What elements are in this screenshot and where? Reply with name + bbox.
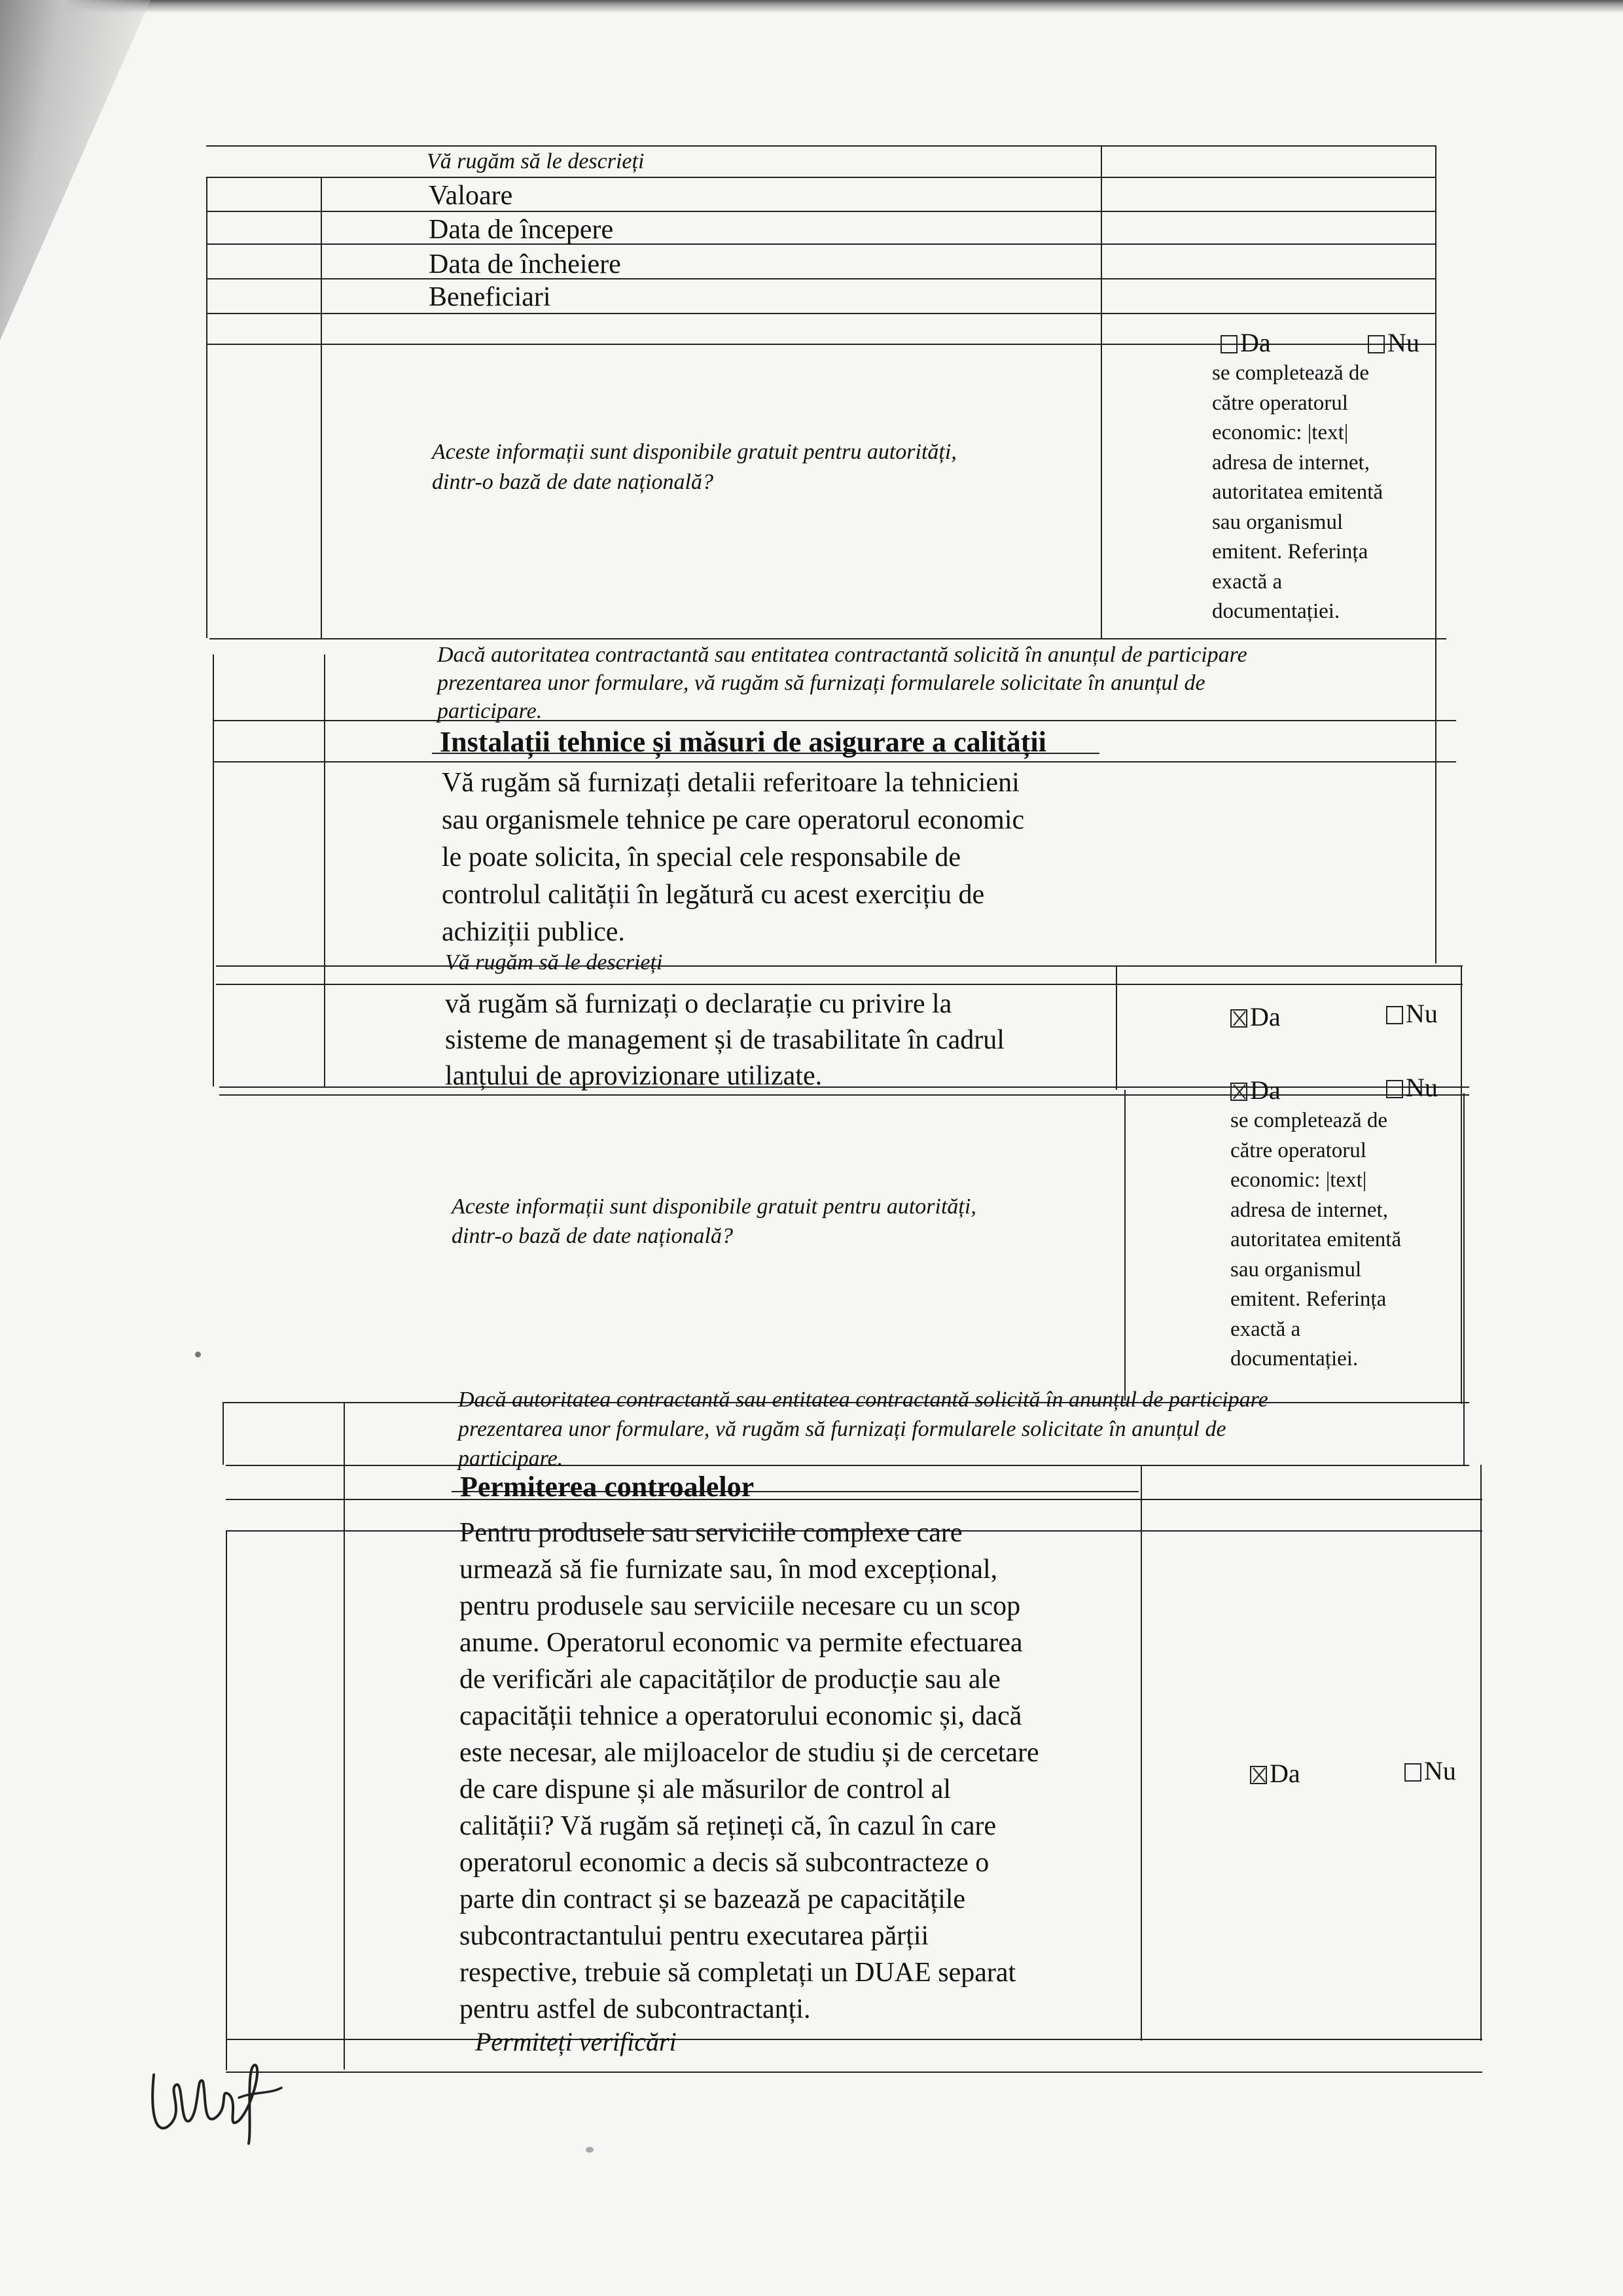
instalatii-line-5: achiziții publice. (442, 917, 625, 947)
q1-note: se completează de către operatorul economic: |text| adresa de internet, autoritatea emitentă sau organismul emitent. Referința exactă a documentației. (1212, 361, 1383, 623)
q2-da-option[interactable]: Da (1230, 1075, 1281, 1105)
permiteti-verificari-label: Permiteți verificări (475, 2027, 677, 2056)
q1-da-option[interactable]: Da (1221, 327, 1271, 358)
controale-line-6: capacității tehnice a operatorului economic și, dacă (459, 1701, 1022, 1731)
instalatii-line-4: controlul calității în legătură cu acest exercițiu de (442, 880, 985, 910)
valoare-label: Valoare (429, 181, 513, 211)
controale-da-checkbox[interactable] (1250, 1766, 1267, 1784)
declaratie-nu-option[interactable]: Nu (1386, 998, 1438, 1029)
instalatii-line-2: sau organismele tehnice pe care operatorul economic (442, 805, 1025, 835)
controale-da-option[interactable]: Da (1250, 1758, 1300, 1789)
controale-line-12: subcontractantului pentru executarea părții (459, 1921, 929, 1951)
describe-label-2: Vă rugăm să le descrieți (445, 950, 663, 975)
scan-speck (195, 1352, 201, 1357)
controale-line-3: pentru produsele sau serviciile necesare cu un scop (459, 1591, 1021, 1621)
declaratie-line-1: vă rugăm să furnizați o declarație cu privire la (445, 989, 952, 1019)
scan-speck (586, 2147, 594, 2153)
controale-nu-checkbox[interactable] (1404, 1763, 1421, 1782)
declaratie-da-option[interactable]: Da (1230, 1001, 1281, 1032)
controale-line-2: urmează să fie furnizate sau, în mod excepțional, (459, 1554, 998, 1585)
controale-line-4: anume. Operatorul economic va permite efectuarea (459, 1628, 1023, 1658)
formulare-1-line-2: prezentarea unor formulare, vă rugăm să furnizați formularele solicitate în anunțul de (437, 671, 1205, 695)
q1-da-checkbox[interactable] (1221, 335, 1238, 353)
controale-line-14: pentru astfel de subcontractanți. (459, 1994, 811, 2024)
formulare-2-line-3: participare. (458, 1446, 563, 1471)
q1-nu-option[interactable]: Nu (1368, 327, 1419, 358)
formulare-2-line-1: Dacă autoritatea contractantă sau entitatea contractantă solicită în anunțul de participare (458, 1388, 1268, 1412)
q2-nu-option[interactable]: Nu (1386, 1072, 1438, 1103)
controale-line-7: este necesar, ale mijloacelor de studiu și de cercetare (459, 1738, 1039, 1768)
data-incepere-label: Data de începere (429, 215, 614, 245)
controale-line-9: calității? Vă rugăm să rețineți că, în cazul în care (459, 1811, 997, 1841)
data-incheiere-label: Data de încheiere (429, 249, 621, 279)
controale-line-11: parte din contract și se bazează pe capacitățile (459, 1884, 966, 1914)
q2-da-checkbox[interactable] (1230, 1083, 1247, 1101)
q2-note: se completează de către operatorul economic: |text| adresa de internet, autoritatea emitentă sau organismul emitent. Referința exactă a documentației. (1230, 1109, 1402, 1371)
beneficiari-label: Beneficiari (429, 282, 551, 312)
q1-nu-checkbox[interactable] (1368, 335, 1385, 353)
q2-nu-checkbox[interactable] (1386, 1080, 1403, 1098)
controale-line-1: Pentru produsele sau serviciile complexe care (459, 1518, 963, 1548)
handwritten-signature (141, 2049, 291, 2147)
section-title-controale: Permiterea controalelor (460, 1471, 755, 1503)
controale-line-8: de care dispune și ale măsurilor de control al (459, 1774, 952, 1804)
formulare-1-line-3: participare. (437, 699, 543, 723)
controale-line-10: operatorul economic a decis să subcontracteze o (459, 1848, 990, 1878)
question-2-line-1: Aceste informații sunt disponibile gratuit pentru autorități, (452, 1194, 976, 1219)
declaratie-line-2: sisteme de management și de trasabilitate în cadrul (445, 1025, 1005, 1055)
controale-line-13: respective, trebuie să completați un DUAE separat (459, 1958, 1016, 1988)
formulare-1-line-1: Dacă autoritatea contractantă sau entitatea contractantă solicită în anunțul de participare (437, 643, 1247, 667)
formulare-2-line-2: prezentarea unor formulare, vă rugăm să furnizați formularele solicitate în anunțul de (458, 1417, 1226, 1441)
question-2-line-2: dintr-o bază de date națională? (452, 1224, 733, 1248)
section-title-instalatii: Instalații tehnice și măsuri de asigurare a calității (440, 726, 1046, 758)
question-1-line-2: dintr-o bază de date națională? (432, 470, 713, 494)
instalatii-line-1: Vă rugăm să furnizați detalii referitoare la tehnicieni (442, 768, 1020, 798)
question-1-line-1: Aceste informații sunt disponibile gratuit pentru autorități, (432, 440, 957, 464)
controale-line-5: de verificări ale capacităților de producție sau ale (459, 1664, 1001, 1695)
declaratie-nu-checkbox[interactable] (1386, 1006, 1403, 1024)
controale-nu-option[interactable]: Nu (1404, 1755, 1456, 1786)
declaratie-line-3: lanțului de aprovizionare utilizate. (445, 1061, 823, 1091)
instalatii-line-3: le poate solicita, în special cele responsabile de (442, 842, 961, 872)
describe-label-1: Vă rugăm să le descrieți (427, 149, 645, 173)
declaratie-da-checkbox[interactable] (1230, 1009, 1247, 1028)
